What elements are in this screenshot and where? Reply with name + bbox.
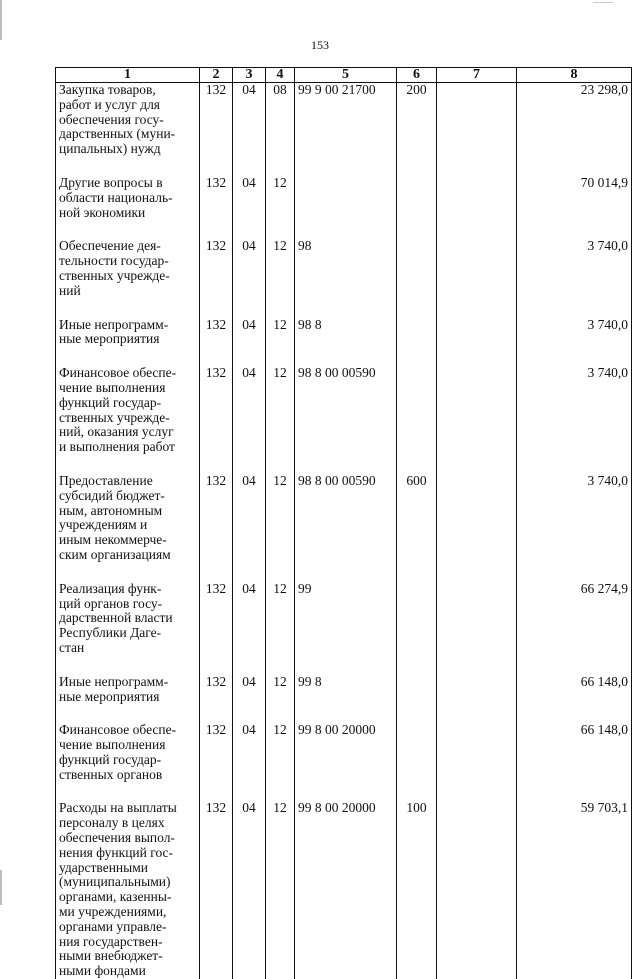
cell-grbs: 132 xyxy=(200,675,233,724)
row-name-cell xyxy=(56,474,200,582)
row-name-line: функций государ- xyxy=(59,396,196,411)
header-col-1: 1 xyxy=(56,68,200,83)
row-name-line: Финансовое обеспе- xyxy=(59,366,196,381)
table-row xyxy=(56,83,632,176)
row-name-line: учреждениям и xyxy=(59,518,196,533)
header-col-2: 2 xyxy=(200,68,233,83)
cell-col7 xyxy=(437,675,517,724)
row-name-line: нения функций гос- xyxy=(59,846,196,861)
row-name-line: (муниципальными) xyxy=(59,875,196,890)
table-row xyxy=(56,801,632,979)
table-row xyxy=(56,474,632,582)
cell-subsection: 12 xyxy=(266,582,295,675)
table-row xyxy=(56,366,632,474)
cell-target-article: 99 xyxy=(295,582,397,675)
cell-expense-type xyxy=(397,176,437,239)
cell-expense-type xyxy=(397,239,437,317)
cell-section: 04 xyxy=(233,239,266,317)
header-col-3: 3 xyxy=(233,68,266,83)
row-name-cell xyxy=(56,723,200,801)
row-name-cell xyxy=(56,366,200,474)
header-col-4: 4 xyxy=(266,68,295,83)
cell-grbs: 132 xyxy=(200,318,233,367)
cell-target-article: 99 9 00 21700 xyxy=(295,83,397,176)
row-name-line: дарственной власти xyxy=(59,611,196,626)
cell-col7 xyxy=(437,582,517,675)
page-number: 153 xyxy=(0,38,640,53)
cell-section: 04 xyxy=(233,83,266,176)
row-name-line: Реализация функ- xyxy=(59,582,196,597)
table-row xyxy=(56,318,632,367)
scan-artifact xyxy=(593,2,613,3)
cell-amount: 3 740,0 xyxy=(517,366,632,474)
row-name-line: ций органов госу- xyxy=(59,597,196,612)
row-name-line: Республики Даге- xyxy=(59,626,196,641)
cell-section: 04 xyxy=(233,801,266,979)
row-name-line: обеспечения госу- xyxy=(59,113,196,128)
row-name-line: и выполнения работ xyxy=(59,440,196,455)
cell-grbs: 132 xyxy=(200,366,233,474)
cell-amount: 23 298,0 xyxy=(517,83,632,176)
cell-col7 xyxy=(437,723,517,801)
cell-subsection: 12 xyxy=(266,176,295,239)
cell-expense-type xyxy=(397,582,437,675)
row-name-line: чение выполнения xyxy=(59,381,196,396)
cell-amount: 3 740,0 xyxy=(517,474,632,582)
cell-col7 xyxy=(437,366,517,474)
cell-target-article: 98 xyxy=(295,239,397,317)
cell-section: 04 xyxy=(233,318,266,367)
cell-target-article: 98 8 00 00590 xyxy=(295,474,397,582)
table-row xyxy=(56,239,632,317)
cell-expense-type: 100 xyxy=(397,801,437,979)
cell-amount: 3 740,0 xyxy=(517,318,632,367)
row-name-line: ударственными xyxy=(59,861,196,876)
row-name-line: ским организациям xyxy=(59,548,196,563)
cell-target-article: 98 8 xyxy=(295,318,397,367)
cell-subsection: 08 xyxy=(266,83,295,176)
cell-grbs: 132 xyxy=(200,582,233,675)
row-name-line: Расходы на выплаты xyxy=(59,801,196,816)
cell-grbs: 132 xyxy=(200,723,233,801)
cell-target-article: 98 8 00 00590 xyxy=(295,366,397,474)
cell-subsection: 12 xyxy=(266,474,295,582)
row-name-line: персоналу в целях xyxy=(59,816,196,831)
cell-col7 xyxy=(437,83,517,176)
table-row xyxy=(56,582,632,675)
row-name-line: Предоставление xyxy=(59,474,196,489)
table-row xyxy=(56,675,632,724)
row-name-line: обеспечения выпол- xyxy=(59,831,196,846)
table-row xyxy=(56,723,632,801)
row-name-line: ными фондами xyxy=(59,964,196,979)
cell-amount: 70 014,9 xyxy=(517,176,632,239)
row-name-cell xyxy=(56,176,200,239)
table-row xyxy=(56,176,632,239)
cell-amount: 66 148,0 xyxy=(517,723,632,801)
row-name-line: субсидий бюджет- xyxy=(59,489,196,504)
row-name-line: Иные непрограмм- xyxy=(59,675,196,690)
cell-col7 xyxy=(437,318,517,367)
cell-expense-type: 200 xyxy=(397,83,437,176)
budget-table xyxy=(55,67,632,979)
cell-grbs: 132 xyxy=(200,83,233,176)
row-name-line: ными внебюджет- xyxy=(59,949,196,964)
cell-subsection: 12 xyxy=(266,675,295,724)
header-col-5: 5 xyxy=(295,68,397,83)
cell-section: 04 xyxy=(233,474,266,582)
row-name-line: чение выполнения xyxy=(59,738,196,753)
row-name-line: иным некоммерче- xyxy=(59,533,196,548)
row-name-cell xyxy=(56,801,200,979)
row-name-line: ципальных) нужд xyxy=(59,142,196,157)
row-name-line: тельности государ- xyxy=(59,254,196,269)
row-name-line: Иные непрограмм- xyxy=(59,318,196,333)
cell-subsection: 12 xyxy=(266,239,295,317)
cell-grbs: 132 xyxy=(200,239,233,317)
cell-amount: 66 274,9 xyxy=(517,582,632,675)
row-name-line: Обеспечение дея- xyxy=(59,239,196,254)
header-col-6: 6 xyxy=(397,68,437,83)
cell-section: 04 xyxy=(233,723,266,801)
header-row xyxy=(56,68,632,83)
cell-target-article xyxy=(295,176,397,239)
row-name-line: ственных учрежде- xyxy=(59,411,196,426)
row-name-cell xyxy=(56,318,200,367)
header-col-7: 7 xyxy=(437,68,517,83)
row-name-line: ния государствен- xyxy=(59,935,196,950)
cell-grbs: 132 xyxy=(200,474,233,582)
row-name-line: ным, автономным xyxy=(59,504,196,519)
scan-edge-mark-top xyxy=(0,0,2,40)
cell-subsection: 12 xyxy=(266,801,295,979)
row-name-line: ные мероприятия xyxy=(59,332,196,347)
row-name-line: ми учреждениями, xyxy=(59,905,196,920)
cell-section: 04 xyxy=(233,176,266,239)
cell-expense-type xyxy=(397,366,437,474)
cell-section: 04 xyxy=(233,675,266,724)
row-name-line: области националь- xyxy=(59,191,196,206)
table-body xyxy=(56,83,632,979)
row-name-line: Финансовое обеспе- xyxy=(59,723,196,738)
row-name-line: Другие вопросы в xyxy=(59,176,196,191)
row-name-cell xyxy=(56,239,200,317)
cell-grbs: 132 xyxy=(200,801,233,979)
cell-section: 04 xyxy=(233,366,266,474)
cell-expense-type: 600 xyxy=(397,474,437,582)
row-name-line: ний xyxy=(59,284,196,299)
header-col-8: 8 xyxy=(517,68,632,83)
cell-subsection: 12 xyxy=(266,723,295,801)
row-name-line: органами управле- xyxy=(59,920,196,935)
cell-amount: 59 703,1 xyxy=(517,801,632,979)
cell-expense-type xyxy=(397,675,437,724)
cell-target-article: 99 8 00 20000 xyxy=(295,801,397,979)
row-name-cell xyxy=(56,83,200,176)
scan-edge-mark-bottom xyxy=(0,870,2,905)
row-name-line: ственных учрежде- xyxy=(59,269,196,284)
cell-expense-type xyxy=(397,723,437,801)
row-name-cell xyxy=(56,582,200,675)
cell-amount: 3 740,0 xyxy=(517,239,632,317)
row-name-cell xyxy=(56,675,200,724)
row-name-line: ной экономики xyxy=(59,206,196,221)
cell-section: 04 xyxy=(233,582,266,675)
cell-target-article: 99 8 xyxy=(295,675,397,724)
cell-grbs: 132 xyxy=(200,176,233,239)
row-name-line: ний, оказания услуг xyxy=(59,425,196,440)
cell-col7 xyxy=(437,239,517,317)
cell-expense-type xyxy=(397,318,437,367)
row-name-line: дарственных (муни- xyxy=(59,127,196,142)
cell-col7 xyxy=(437,474,517,582)
row-name-line: ные мероприятия xyxy=(59,690,196,705)
cell-subsection: 12 xyxy=(266,318,295,367)
row-name-line: органами, казенны- xyxy=(59,890,196,905)
row-name-line: стан xyxy=(59,641,196,656)
cell-target-article: 99 8 00 20000 xyxy=(295,723,397,801)
row-name-line: Закупка товаров, xyxy=(59,83,196,98)
row-name-line: работ и услуг для xyxy=(59,98,196,113)
row-name-line: функций государ- xyxy=(59,753,196,768)
cell-subsection: 12 xyxy=(266,366,295,474)
row-name-line: ственных органов xyxy=(59,768,196,783)
cell-col7 xyxy=(437,176,517,239)
cell-amount: 66 148,0 xyxy=(517,675,632,724)
cell-col7 xyxy=(437,801,517,979)
